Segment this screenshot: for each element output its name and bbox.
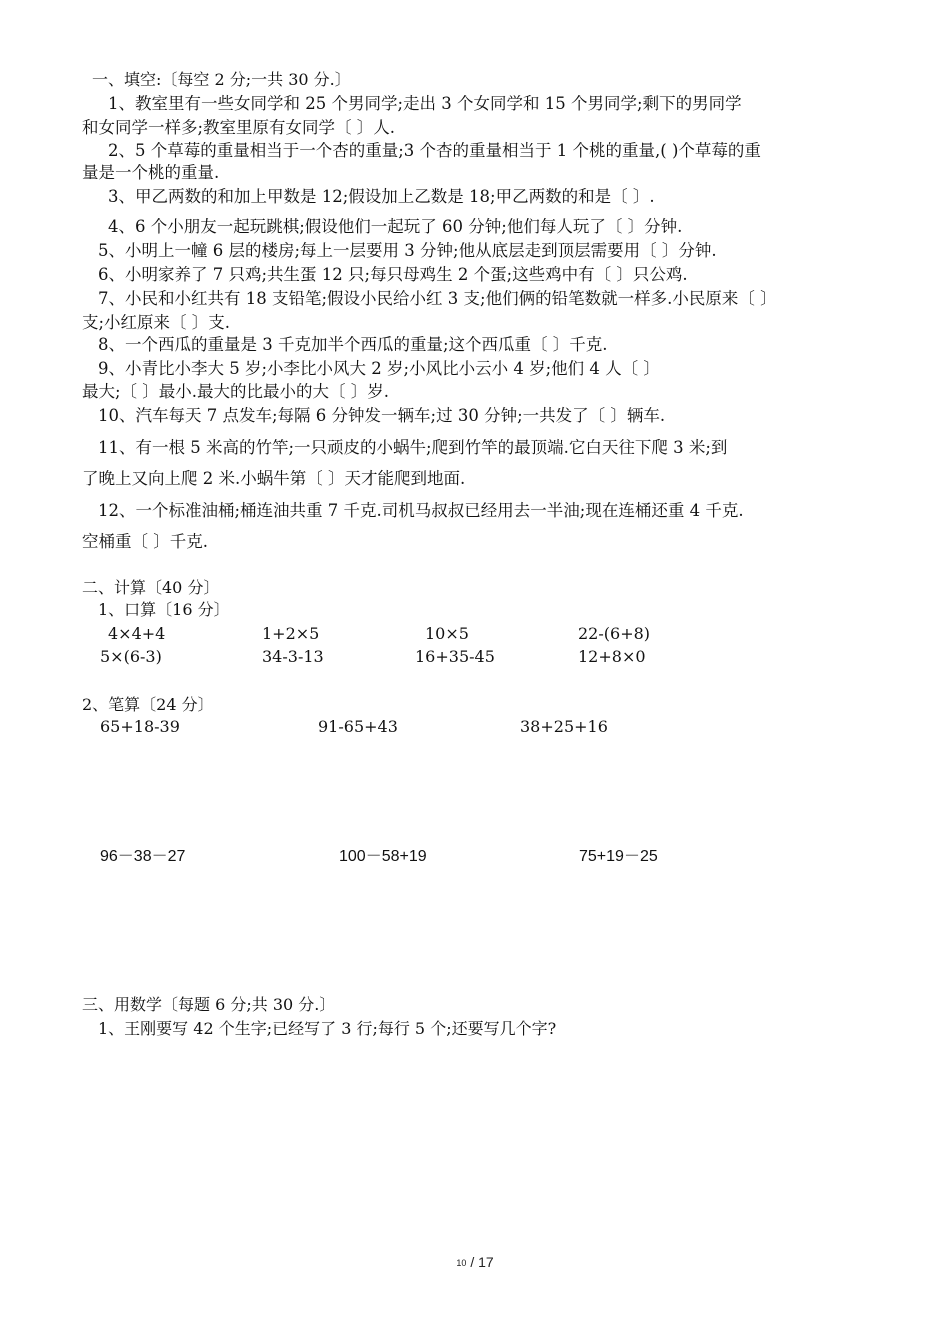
written-heading: 2、笔算〔24 分〕 (82, 695, 214, 714)
written-item: 96－38－27 (100, 848, 186, 865)
page-total: 17 (478, 1254, 494, 1270)
oral-item: 34-3-13 (262, 647, 324, 666)
section3-heading: 三、用数学〔每题 6 分;共 30 分.〕 (82, 995, 336, 1014)
q9-line1: 9、小青比小李大 5 岁;小李比小风大 2 岁;小风比小云小 4 岁;他们 4 人〔 〕 (98, 359, 660, 378)
written-item: 91-65+43 (318, 717, 398, 736)
q5: 5、小明上一幢 6 层的楼房;每上一层要用 3 分钟;他从底层走到顶层需要用〔 〕分钟. (98, 241, 717, 260)
q11-line1: 11、有一根 5 米高的竹竿;一只顽皮的小蜗牛;爬到竹竿的最顶端.它白天往下爬 3 米;到 (98, 438, 728, 457)
written-item: 38+25+16 (520, 717, 608, 736)
q1-line2: 和女同学一样多;教室里原有女同学〔 〕人. (82, 118, 396, 137)
page-number (0, 1254, 950, 1270)
written-item: 100－58+19 (339, 848, 427, 865)
page-current: 10 (456, 1258, 467, 1268)
q11-line2: 了晚上又向上爬 2 米.小蜗牛第〔 〕天才能爬到地面. (82, 469, 466, 488)
oral-heading: 1、口算〔16 分〕 (98, 600, 230, 619)
oral-item: 4×4+4 (108, 624, 166, 643)
q7-line1: 7、小民和小红共有 18 支铅笔;假设小民给小红 3 支;他们俩的铅笔数就一样多.小民原来〔 〕 (98, 289, 777, 308)
q1-line1: 1、教室里有一些女同学和 25 个男同学;走出 3 个女同学和 15 个男同学;剩下的男同学 (108, 94, 742, 113)
oral-item: 10×5 (425, 624, 469, 643)
written-item: 65+18-39 (100, 717, 180, 736)
section1-heading: 一、填空:〔每空 2 分;一共 30 分.〕 (92, 70, 351, 89)
q10: 10、汽车每天 7 点发车;每隔 6 分钟发一辆车;过 30 分钟;一共发了〔 〕辆车. (98, 406, 666, 425)
oral-item: 16+35-45 (415, 647, 495, 666)
q12-line1: 12、一个标准油桶;桶连油共重 7 千克.司机马叔叔已经用去一半油;现在连桶还重 4 千克. (98, 501, 744, 520)
q3: 3、甲乙两数的和加上甲数是 12;假设加上乙数是 18;甲乙两数的和是〔 〕. (108, 187, 655, 206)
oral-item: 22-(6+8) (578, 624, 651, 643)
q8: 8、一个西瓜的重量是 3 千克加半个西瓜的重量;这个西瓜重〔 〕千克. (98, 335, 608, 354)
oral-item: 5×(6-3) (100, 647, 162, 666)
q9-line2: 最大;〔 〕最小.最大的比最小的大〔 〕岁. (82, 382, 390, 401)
q12-line2: 空桶重〔 〕千克. (82, 532, 208, 551)
q2-line2: 量是一个桃的重量. (82, 163, 220, 182)
q2-line1: 2、5 个草莓的重量相当于一个杏的重量;3 个杏的重量相当于 1 个桃的重量,( )个草莓的重 (108, 141, 761, 160)
q7-line2: 支;小红原来〔 〕支. (82, 313, 231, 332)
oral-item: 1+2×5 (262, 624, 320, 643)
section2-heading: 二、计算〔40 分〕 (82, 578, 220, 597)
page-separator: / (470, 1254, 475, 1270)
written-item: 75+19－25 (579, 848, 658, 865)
q4: 4、6 个小朋友一起玩跳棋;假设他们一起玩了 60 分钟;他们每人玩了〔 〕分钟. (108, 217, 683, 236)
q6: 6、小明家养了 7 只鸡;共生蛋 12 只;每只母鸡生 2 个蛋;这些鸡中有〔 〕只公鸡. (98, 265, 688, 284)
oral-item: 12+8×0 (578, 647, 646, 666)
section3-q1: 1、王刚要写 42 个生字;已经写了 3 行;每行 5 个;还要写几个字? (98, 1019, 557, 1038)
